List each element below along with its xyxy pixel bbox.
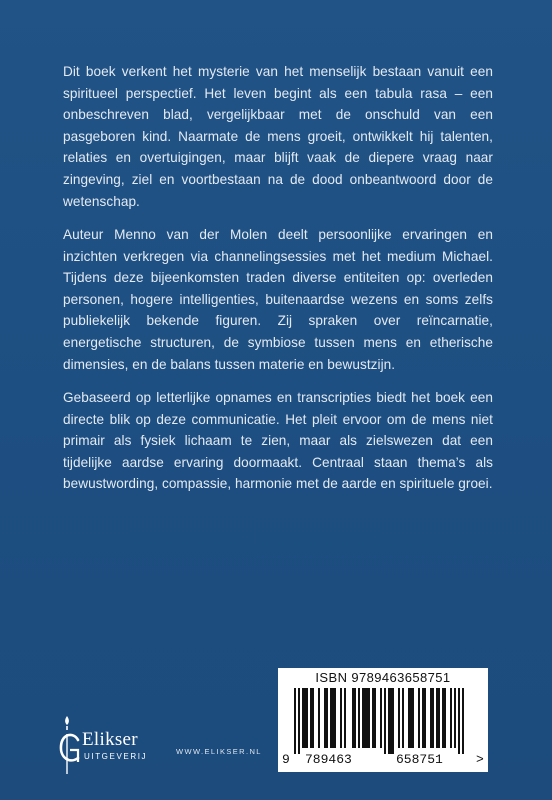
barcode-digits xyxy=(278,750,488,770)
barcode-digit-first: 9 xyxy=(282,752,290,767)
barcode-digit-end: > xyxy=(476,752,484,767)
isbn-barcode xyxy=(278,668,488,772)
blurb-paragraph-1: Dit boek verkent het mysterie van het menselijk bestaan vanuit een spiritueel perspectief. Het leven begint als een tabula rasa – een onbeschreven blad, vergelijkbaar met de onschuld van een pasgeboren kind. Naarmate de mens groeit, ontwikkelt hij talenten, relaties en overtuigingen, maar blijft vaak de diepere vraag naar zingeving, ziel en voortbestaan na de dood onbeantwoord door de wetenschap. xyxy=(63,64,493,209)
isbn-label: ISBN 9789463658751 xyxy=(315,670,451,685)
barcode-bars xyxy=(286,688,482,754)
publisher-subtitle: UITGEVERIJ xyxy=(84,752,148,761)
publisher-logo xyxy=(58,712,178,778)
barcode-digit-group-1: 789463 xyxy=(305,752,352,767)
blurb-paragraph-2: Auteur Menno van der Molen deelt persoonlijke ervaringen en inzichten verkregen via channelingsessies met het medium Michael. Tijdens deze bijeenkomsten traden diverse entiteiten op: overleden personen, hogere intelligenties, buitenaardse wezens en soms zelfs publiekelijk bekende figuren. Zij spraken over reïncarnatie, energetische structuren, de symbiose tussen mens en etherische dimensies, en de balans tussen materie en bewustzijn. xyxy=(63,227,493,372)
publisher-logo-mark-icon xyxy=(58,712,84,776)
publisher-name: Elikser xyxy=(82,729,138,750)
blurb-paragraph-3: Gebaseerd op letterlijke opnames en transcripties biedt het boek een directe blik op deze communicatie. Het pleit ervoor om de mens niet primair als fysiek lichaam te zien, maar als zielswezen dat een tijdelijke aardse ervaring doormaakt. Centraal staan thema’s als bewustwording, compassie, harmonie met de aarde en spirituele groei. xyxy=(63,390,493,492)
publisher-url: WWW.ELIKSER.NL xyxy=(176,747,262,756)
barcode-digit-group-2: 658751 xyxy=(396,752,443,767)
